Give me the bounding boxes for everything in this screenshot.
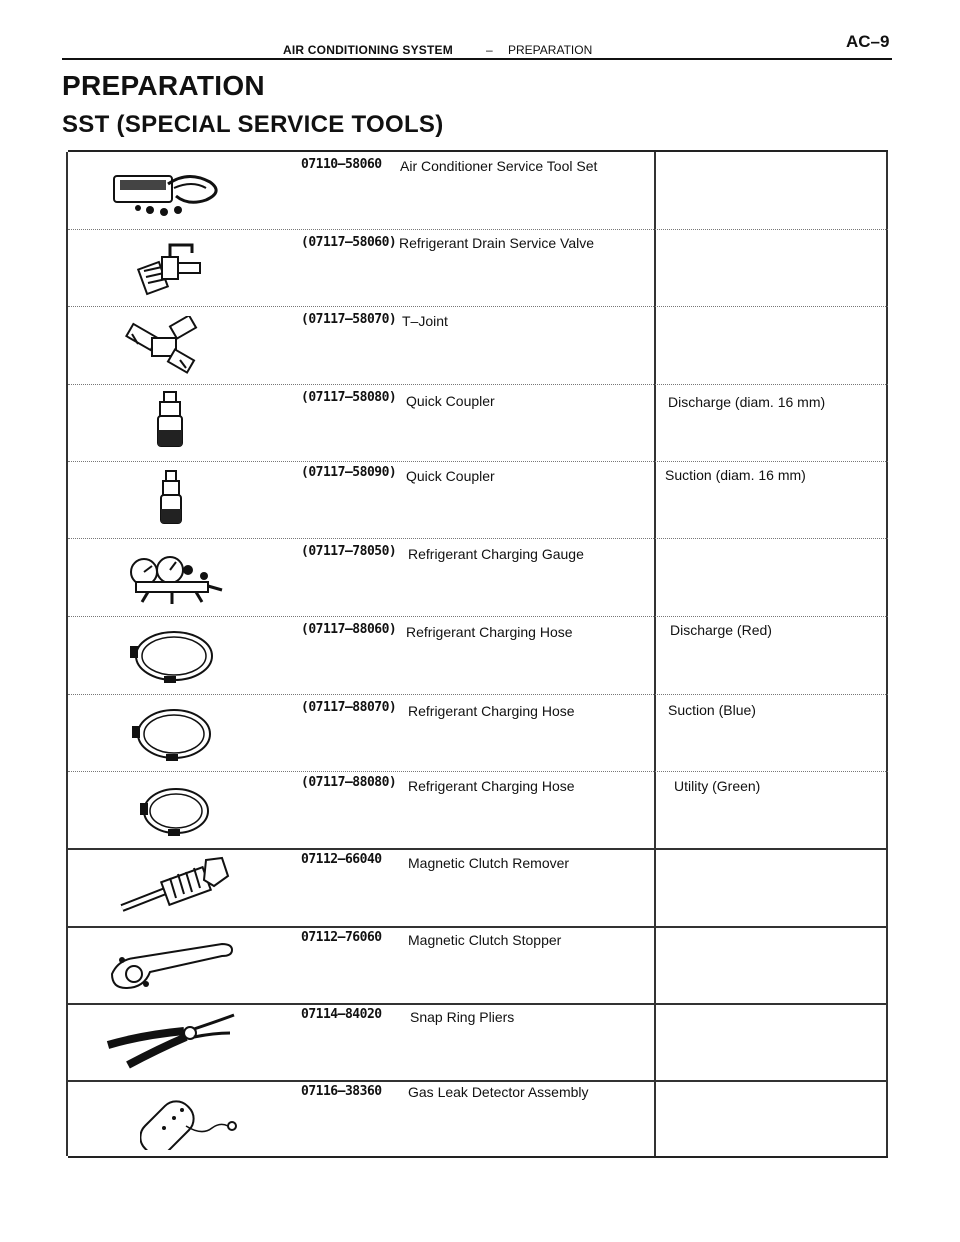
tool-name: Magnetic Clutch Stopper xyxy=(408,932,562,948)
tool-name: Refrigerant Charging Gauge xyxy=(408,546,584,562)
tool-name: T–Joint xyxy=(402,313,448,329)
page-subtitle: SST (SPECIAL SERVICE TOOLS) xyxy=(62,111,444,138)
page-number: AC–9 xyxy=(846,32,890,51)
tool-name: Magnetic Clutch Remover xyxy=(408,855,570,871)
clutch-remover-icon xyxy=(116,854,232,920)
table-row xyxy=(68,538,888,616)
table-row xyxy=(68,1003,888,1080)
charging-gauge-icon xyxy=(122,550,232,606)
tool-name: Air Conditioner Service Tool Set xyxy=(400,158,598,174)
part-number: (07117–58080) xyxy=(301,390,397,405)
table-row xyxy=(68,926,888,1003)
tool-name: Refrigerant Charging Hose xyxy=(408,778,575,794)
part-number: (07117–88070) xyxy=(301,700,397,715)
table-row xyxy=(68,694,888,771)
tool-name: Refrigerant Charging Hose xyxy=(406,624,573,640)
tool-name: Gas Leak Detector Assembly xyxy=(408,1084,589,1100)
tool-note: Discharge (Red) xyxy=(670,622,772,638)
service-tool-set-icon xyxy=(108,166,228,218)
header-separator: – xyxy=(486,43,493,57)
part-number: (07117–58060) xyxy=(301,235,397,250)
part-number: (07117–88060) xyxy=(301,622,397,637)
tool-name: Quick Coupler xyxy=(406,468,495,484)
tool-name: Snap Ring Pliers xyxy=(410,1009,515,1025)
t-joint-icon xyxy=(124,316,208,378)
clutch-stopper-icon xyxy=(106,930,238,994)
tool-name: Quick Coupler xyxy=(406,393,495,409)
charging-hose-icon xyxy=(134,781,218,843)
tool-note: Discharge (diam. 16 mm) xyxy=(668,394,826,410)
snap-ring-pliers-icon xyxy=(102,1009,242,1073)
tool-name: Refrigerant Charging Hose xyxy=(408,703,575,719)
part-number: (07117–88080) xyxy=(301,775,397,790)
part-number: (07117–78050) xyxy=(301,544,397,559)
part-number: 07114–84020 xyxy=(301,1007,382,1022)
page-title: PREPARATION xyxy=(62,70,265,101)
header-rule xyxy=(62,58,892,60)
table-row xyxy=(68,306,888,384)
table-row xyxy=(68,384,888,461)
table-row xyxy=(68,616,888,694)
table-row xyxy=(68,229,888,306)
gas-leak-detector-icon xyxy=(140,1086,250,1150)
sst-table xyxy=(68,150,888,1158)
tool-name: Refrigerant Drain Service Valve xyxy=(399,235,595,251)
header-system: AIR CONDITIONING SYSTEM xyxy=(283,43,453,57)
table-row xyxy=(68,771,888,848)
drain-valve-icon xyxy=(132,237,212,301)
quick-coupler-icon xyxy=(156,469,186,529)
tool-note: Suction (diam. 16 mm) xyxy=(665,467,806,483)
part-number: 07116–38360 xyxy=(301,1084,382,1099)
part-number: 07110–58060 xyxy=(301,157,382,172)
table-row xyxy=(68,848,888,926)
part-number: 07112–66040 xyxy=(301,852,382,867)
part-number: (07117–58090) xyxy=(301,465,397,480)
quick-coupler-icon xyxy=(152,390,188,452)
table-row xyxy=(68,461,888,538)
tool-note: Suction (Blue) xyxy=(668,702,756,718)
charging-hose-icon xyxy=(124,704,218,766)
part-number: 07112–76060 xyxy=(301,930,382,945)
table-row xyxy=(68,1080,888,1156)
table-row xyxy=(68,152,888,229)
tool-note: Utility (Green) xyxy=(674,778,761,794)
header-section: PREPARATION xyxy=(508,43,593,57)
part-number: (07117–58070) xyxy=(301,312,397,327)
charging-hose-icon xyxy=(124,626,218,688)
